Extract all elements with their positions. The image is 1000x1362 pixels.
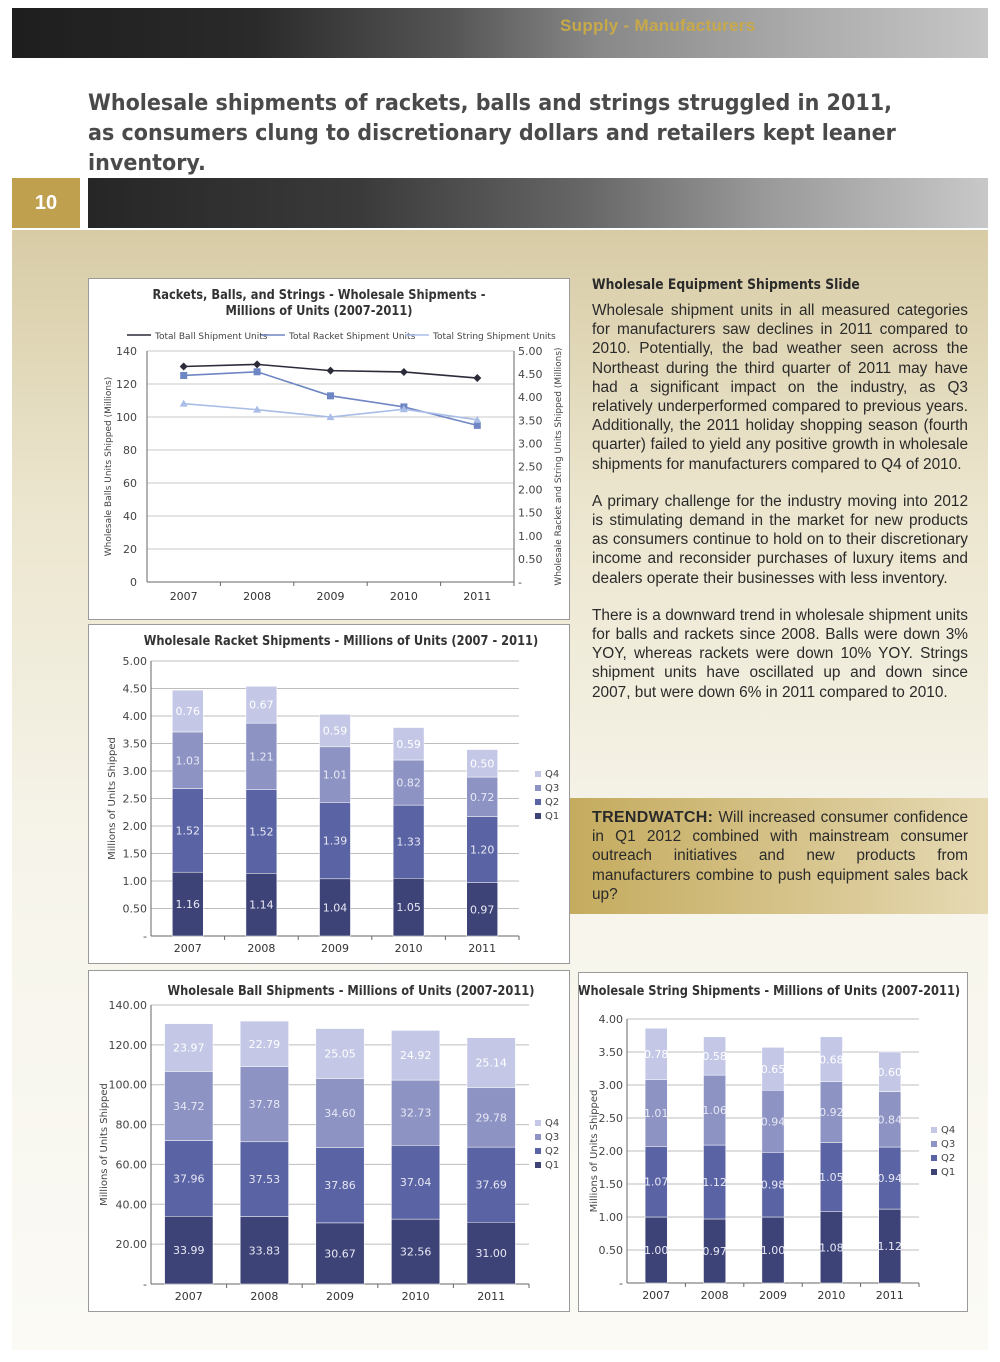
data-label: 25.05 [324, 1047, 356, 1061]
legend-swatch [535, 1134, 541, 1140]
y-tick-label: 120.00 [108, 1038, 147, 1052]
data-label: 0.58 [702, 1049, 727, 1063]
legend-label: Total String Shipment Units [433, 332, 556, 342]
x-tick-label: 2010 [817, 1289, 846, 1302]
data-label: 0.72 [469, 790, 495, 804]
y-tick-label: 2.50 [122, 792, 147, 806]
legend-label: Q1 [545, 1160, 560, 1171]
article-paragraph-2: A primary challenge for the industry moving into 2012 is stimulating demand in the market for new products as consumers continue to hold on to their discretionary income and reconsider purchases of luxury items and dealers operate their businesses with less inventory. [592, 492, 968, 587]
y-tick-label: 1.50 [598, 1178, 623, 1191]
legend-swatch [931, 1127, 937, 1133]
data-label: 37.04 [399, 1176, 432, 1190]
data-label: 1.21 [249, 750, 274, 764]
data-label: 0.60 [877, 1065, 903, 1079]
legend-label: Q2 [941, 1153, 956, 1164]
y-tick-label: 1.00 [598, 1211, 623, 1224]
y-tick-label: 80 [123, 444, 137, 457]
x-tick-label: 2008 [250, 1290, 279, 1303]
y-axis-label: Wholesale Balls Units Shipped (Millions) [104, 376, 114, 557]
y2-tick-label: 5.00 [518, 345, 543, 358]
legend-label: Q2 [545, 1146, 560, 1157]
y-tick-label: 140.00 [108, 999, 147, 1012]
legend-label: Q1 [941, 1167, 956, 1178]
data-label: 1.06 [702, 1104, 727, 1118]
data-label: 32.56 [399, 1245, 432, 1259]
y-tick-label: 1.00 [122, 875, 147, 888]
legend-swatch [931, 1155, 937, 1161]
x-tick-label: 2011 [875, 1289, 904, 1302]
x-tick-label: 2011 [468, 942, 497, 955]
y-tick-label: 0.50 [122, 902, 147, 916]
data-label: 22.79 [248, 1037, 281, 1051]
data-label: 0.78 [643, 1047, 669, 1061]
string-stacked-bar-chart [579, 973, 967, 1311]
y2-tick-label: 3.50 [518, 414, 543, 428]
data-label: 1.00 [643, 1244, 669, 1257]
y2-tick-label: 1.50 [518, 506, 543, 520]
data-label: 1.04 [322, 901, 348, 915]
chart-title: Wholesale Racket Shipments - Millions of Units (2007 - 2011) [143, 633, 539, 649]
data-point [327, 392, 334, 399]
x-tick-label: 2009 [316, 590, 345, 603]
data-label: 31.00 [475, 1247, 507, 1261]
x-tick-label: 2009 [326, 1290, 354, 1303]
data-label: 1.03 [175, 754, 201, 768]
legend-label: Q4 [941, 1125, 956, 1136]
y2-tick-label: 1.00 [518, 529, 543, 543]
y-tick-label: 40 [123, 510, 137, 523]
data-label: 1.01 [643, 1107, 669, 1121]
line-chart [89, 279, 569, 619]
y2-tick-label: 3.00 [518, 437, 543, 451]
data-label: 0.97 [702, 1244, 727, 1258]
legend-swatch [535, 785, 541, 791]
y-tick-label: 5.00 [122, 655, 147, 668]
legend-swatch [535, 771, 541, 777]
x-tick-label: 2011 [477, 1290, 506, 1303]
y-tick-label: 20.00 [115, 1238, 147, 1252]
trendwatch-question: Will increased consumer confidence in Q1 2012 combined with mainstream consumer outreach initiatives and new products from manufacturers combine to push equipment sales back up? [592, 809, 968, 903]
racket-stacked-bar-chart [89, 625, 569, 963]
y-tick-label: - [619, 1277, 623, 1290]
x-tick-label: 2007 [173, 942, 202, 955]
data-point [400, 368, 408, 376]
chart-title: Millions of Units (2007-2011) [225, 303, 413, 319]
data-label: 24.92 [399, 1049, 432, 1063]
legend-label: Q3 [545, 783, 560, 794]
data-label: 34.60 [324, 1106, 356, 1120]
x-tick-label: 2008 [243, 590, 272, 603]
data-label: 1.39 [322, 834, 348, 848]
x-tick-label: 2007 [169, 590, 198, 603]
y-tick-label: 4.00 [122, 710, 147, 723]
y-tick-label: 3.50 [598, 1046, 623, 1059]
article-paragraph-1: Wholesale shipment units in all measured categories for manufacturers saw declines in 2011 compared to 2010. Potentially, the bad weather seen across the Northeast during the third quarter of 2011 may have had a significant impact on the industry, as Q3 relatively underperformed compared to previous years. Additionally, the 2011 holiday shopping season (fourth quarter) failed to yield any positive growth in wholesale shipments for manufacturers compared to Q4 of 2010. [592, 302, 968, 473]
x-tick-label: 2008 [247, 942, 276, 955]
legend-swatch [931, 1141, 937, 1147]
data-label: 1.05 [819, 1171, 844, 1185]
page-headline: Wholesale shipments of rackets, balls and strings struggled in 2011, as consumers clung to discretionary dollars and retailers kept leaner inventory. [88, 90, 896, 176]
data-point [253, 360, 261, 368]
data-label: 0.50 [469, 757, 495, 771]
data-label: 0.82 [396, 776, 421, 790]
data-label: 0.68 [819, 1053, 844, 1067]
y-tick-label: 2.00 [598, 1145, 623, 1158]
data-label: 1.33 [396, 835, 421, 849]
data-label: 33.99 [173, 1244, 205, 1258]
data-label: 1.12 [702, 1176, 727, 1190]
y-tick-label: 0.50 [598, 1244, 623, 1257]
y-tick-label: 3.00 [598, 1079, 623, 1092]
y-axis-label: Millions of Units Shipped [99, 1083, 110, 1206]
data-label: 0.59 [396, 737, 421, 751]
data-label: 0.59 [322, 724, 348, 738]
x-tick-label: 2010 [389, 590, 418, 603]
y-tick-label: 20 [123, 543, 137, 556]
y-tick-label: 0 [130, 576, 137, 589]
data-label: 23.97 [173, 1041, 205, 1055]
data-label: 0.98 [760, 1178, 786, 1192]
legend-swatch [535, 799, 541, 805]
data-point [473, 374, 481, 382]
data-label: 37.69 [475, 1178, 507, 1192]
y-tick-label: 3.50 [122, 737, 147, 751]
chart-title: Wholesale String Shipments - Millions of Units (2007-2011) [579, 983, 961, 999]
data-label: 37.86 [324, 1179, 356, 1193]
y-tick-label: 100.00 [108, 1078, 147, 1092]
chart-title: Rackets, Balls, and Strings - Wholesale Shipments - [152, 287, 486, 303]
data-label: 30.67 [324, 1247, 356, 1261]
legend-label: Q1 [545, 811, 560, 822]
racket-chart-panel [88, 624, 570, 964]
y-tick-label: 3.00 [122, 765, 147, 778]
legend-label: Total Racket Shipment Units [289, 332, 416, 342]
y-tick-label: 4.50 [122, 682, 147, 696]
y-tick-label: 120 [116, 378, 137, 391]
trendwatch-label: TRENDWATCH: [592, 809, 714, 826]
legend-swatch [535, 813, 541, 819]
y-tick-label: 140 [116, 345, 137, 358]
page-number: 10 [12, 178, 80, 228]
data-label: 25.14 [475, 1056, 507, 1070]
data-label: 0.92 [819, 1106, 844, 1120]
legend-label: Q4 [545, 1118, 560, 1129]
legend-label: Q3 [545, 1132, 560, 1143]
y-tick-label: - [143, 930, 147, 943]
legend-label: Total Ball Shipment Units [155, 332, 268, 342]
data-label: 1.12 [877, 1240, 903, 1254]
data-label: 1.16 [175, 898, 201, 912]
data-label: 33.83 [248, 1244, 281, 1258]
data-label: 37.78 [248, 1098, 281, 1112]
data-label: 37.96 [173, 1172, 205, 1186]
y-tick-label: 60.00 [115, 1158, 147, 1172]
legend-swatch [535, 1120, 541, 1126]
data-label: 1.52 [249, 825, 274, 839]
data-label: 1.08 [819, 1241, 844, 1255]
sidebar-article [592, 277, 968, 720]
y-tick-label: 60 [123, 477, 137, 490]
data-label: 1.00 [760, 1244, 786, 1257]
data-label: 1.14 [249, 898, 274, 912]
data-label: 0.65 [760, 1062, 786, 1076]
data-label: 0.94 [877, 1172, 903, 1186]
data-label: 34.72 [173, 1100, 205, 1114]
data-label: 0.76 [175, 705, 201, 719]
data-label: 1.20 [469, 843, 495, 857]
y2-tick-label: - [518, 576, 522, 589]
ball-stacked-bar-chart [89, 971, 569, 1311]
article-title: Wholesale Equipment Shipments Slide [592, 277, 860, 293]
legend-label: Q2 [545, 797, 560, 808]
data-point [254, 368, 261, 375]
data-label: 37.53 [248, 1173, 281, 1187]
data-label: 1.05 [396, 901, 421, 915]
string-chart-panel [578, 972, 968, 1312]
x-tick-label: 2007 [642, 1289, 671, 1302]
x-tick-label: 2007 [174, 1290, 203, 1303]
data-label: 32.73 [399, 1106, 432, 1120]
data-point [327, 367, 335, 375]
divider-bar [88, 178, 988, 228]
header-bar [12, 8, 988, 58]
y-tick-label: 4.00 [598, 1013, 623, 1026]
legend-swatch [535, 1162, 541, 1168]
y2-tick-label: 2.00 [518, 483, 543, 497]
x-tick-label: 2009 [321, 942, 349, 955]
line-chart-panel [88, 278, 570, 620]
y2-tick-label: 0.50 [518, 552, 543, 566]
y-tick-label: 80.00 [115, 1118, 147, 1132]
x-tick-label: 2008 [700, 1289, 729, 1302]
x-tick-label: 2010 [401, 1290, 430, 1303]
y-tick-label: 2.00 [122, 820, 147, 833]
data-label: 29.78 [475, 1111, 507, 1125]
y2-tick-label: 4.00 [518, 391, 543, 405]
data-label: 0.97 [469, 903, 495, 917]
data-label: 0.67 [249, 698, 274, 712]
ball-chart-panel [88, 970, 570, 1312]
legend-label: Q3 [941, 1139, 956, 1150]
section-label: Supply - Manufacturers [560, 16, 756, 35]
data-label: 1.01 [322, 768, 348, 782]
data-label: 1.52 [175, 824, 201, 838]
y-tick-label: 1.50 [122, 847, 147, 861]
y-axis-label: Millions of Units Shipped [107, 737, 118, 860]
data-point [474, 422, 481, 429]
legend-swatch [535, 1148, 541, 1154]
x-tick-label: 2011 [463, 590, 492, 603]
y-tick-label: 2.50 [598, 1112, 623, 1125]
legend-swatch [931, 1169, 937, 1175]
article-paragraph-3: There is a downward trend in wholesale shipment units for balls and rackets since 2008. Balls were down 3% YOY, whereas rackets were down 10% YOY. Strings shipment units have oscillated up and down since 2007, but were down 6% in 2011 compared to 2010. [592, 606, 968, 701]
legend-label: Q4 [545, 769, 560, 780]
trendwatch-text [592, 808, 968, 904]
data-point [180, 372, 187, 379]
x-tick-label: 2009 [759, 1289, 787, 1302]
data-point [180, 363, 188, 371]
data-label: 0.94 [760, 1115, 786, 1129]
y2-axis-label: Wholesale Racket and String Units Shipped (Millions) [554, 347, 564, 586]
y-tick-label: - [143, 1278, 147, 1291]
y-tick-label: 40.00 [115, 1198, 147, 1212]
data-label: 1.07 [643, 1175, 669, 1189]
y2-tick-label: 2.50 [518, 460, 543, 474]
data-label: 0.84 [877, 1113, 903, 1127]
y-axis-label: Millions of Units Shipped [589, 1089, 600, 1213]
y-tick-label: 100 [116, 411, 137, 424]
y2-tick-label: 4.50 [518, 368, 543, 382]
chart-title: Wholesale Ball Shipments - Millions of Units (2007-2011) [167, 983, 535, 999]
x-tick-label: 2010 [394, 942, 423, 955]
